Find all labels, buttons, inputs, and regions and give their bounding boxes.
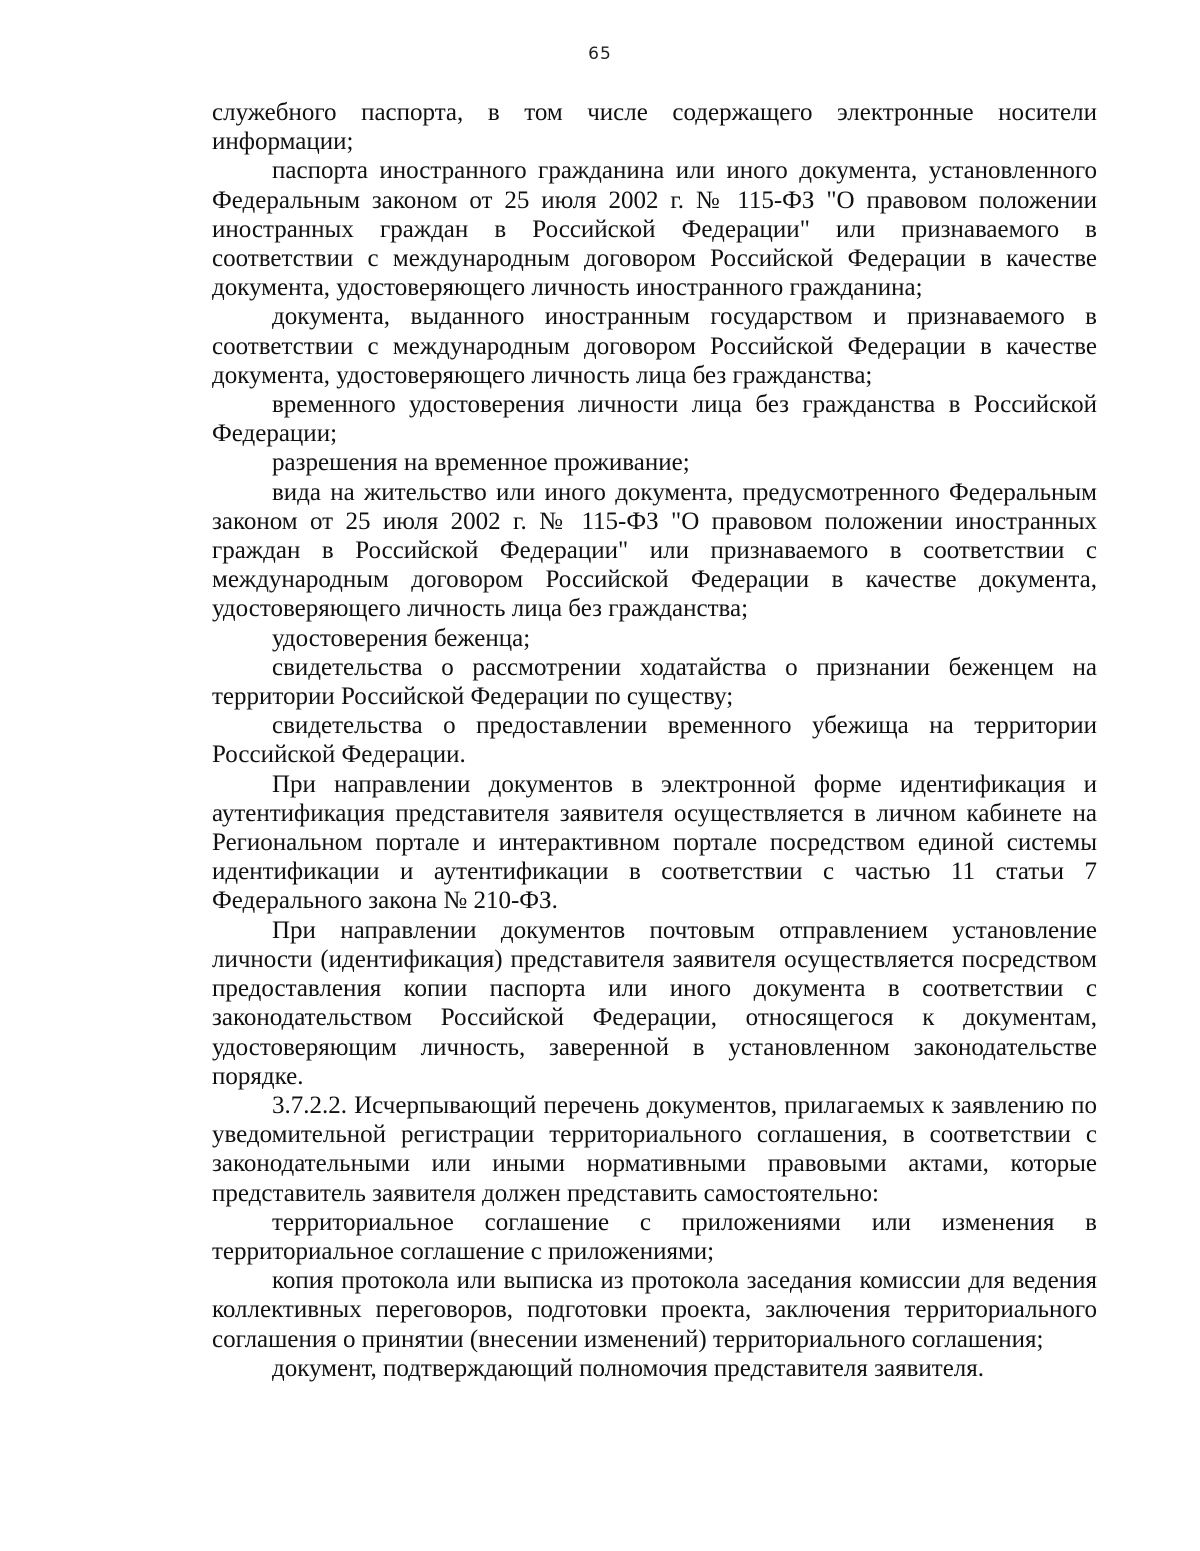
paragraph-refugee-certificate: удостоверения беженца; (272, 624, 531, 652)
paragraph-authority-document: документ, подтверждающий полномочия представителя заявителя. (272, 1354, 985, 1382)
paragraph-residence-permit: вида на жительство или иного документа, предусмотренного Федеральным законом от 25 июля 2002 г. № 115-ФЗ "О правовом положении иностранных граждан в Российской Федерации" или признаваемого в соответствии с международным договором Российской Федерации в качестве документа, удостоверяющего личность лица без гражданства; (212, 478, 1097, 623)
page-number: 65 (588, 44, 612, 64)
paragraph-electronic-identification: При направлении документов в электронной форме идентификация и аутентификация представителя заявителя осуществляется в личном кабинете на Региональном портале и интерактивном портале посредством единой системы идентификации и аутентификации в соответствии с частью 11 статьи 7 Федерального закона № 210-ФЗ. (212, 770, 1097, 915)
paragraph-temporary-asylum: свидетельства о предоставлении временного убежища на территории Российской Федерации. (212, 712, 1097, 769)
document-body (212, 98, 1097, 1383)
paragraph-temporary-certificate: временного удостоверения личности лица без гражданства в Российской Федерации; (212, 391, 1097, 448)
paragraph-territorial-agreement: территориальное соглашение с приложениями или изменения в территориальное соглашение с приложениями; (212, 1208, 1097, 1265)
paragraph-section-3-7-2-2: 3.7.2.2. Исчерпывающий перечень документов, прилагаемых к заявлению по уведомительной регистрации территориального соглашения, в соответствии с законодательными или иными нормативными правовыми актами, которые представитель заявителя должен представить самостоятельно: (212, 1091, 1097, 1207)
paragraph-temporary-residence: разрешения на временное проживание; (272, 449, 690, 477)
paragraph-postal-identification: При направлении документов почтовым отправлением установление личности (идентификация) представителя заявителя осуществляется посредством предоставления копии паспорта или иного документа в соответствии с законодательством Российской Федерации, относящегося к документам, удостоверяющим личность, заверенной в установленном законодательстве порядке. (212, 916, 1097, 1090)
paragraph-protocol-copy: копия протокола или выписка из протокола заседания комиссии для ведения коллективных переговоров, подготовки проекта, заключения территориального соглашения о принятии (внесении изменений) территориального соглашения; (212, 1267, 1097, 1353)
paragraph-foreign-state-document: документа, выданного иностранным государством и признаваемого в соответствии с международным договором Российской Федерации в качестве документа, удостоверяющего личность лица без гражданства; (212, 303, 1097, 389)
paragraph-foreign-passport: паспорта иностранного гражданина или иного документа, установленного Федеральным законом от 25 июля 2002 г. № 115-ФЗ "О правовом положении иностранных граждан в Российской Федерации" или признаваемого в соответствии с международным договором Российской Федерации в качестве документа, удостоверяющего личность иностранного гражданина; (212, 157, 1097, 302)
paragraph-service-passport: служебного паспорта, в том числе содержащего электронные носители информации; (212, 99, 1097, 156)
paragraph-refugee-petition: свидетельства о рассмотрении ходатайства о признании беженцем на территории Российской Федерации по существу; (212, 653, 1097, 711)
